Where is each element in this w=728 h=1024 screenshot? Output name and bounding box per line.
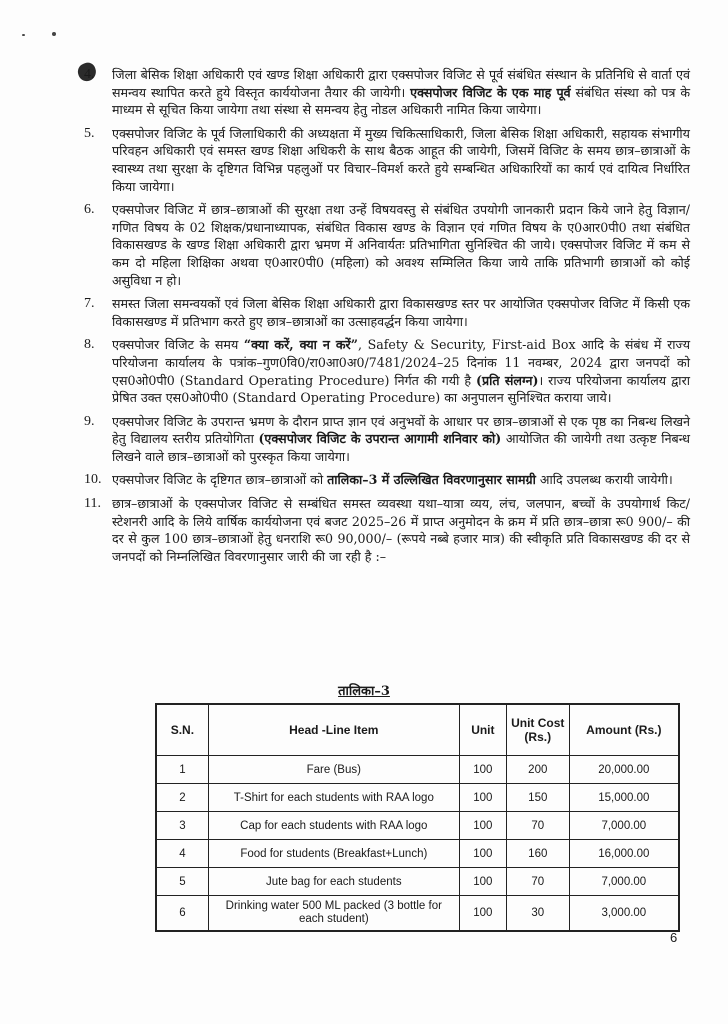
table-cell: T-Shirt for each students with RAA logo: [208, 784, 459, 812]
list-item: [84, 495, 690, 565]
column-header: Head -Line Item: [208, 704, 459, 756]
table-cell: 100: [459, 784, 506, 812]
table-caption: [0, 681, 728, 699]
table-cell: 3,000.00: [569, 896, 679, 932]
item-number: 10.: [84, 472, 102, 488]
table-cell: 100: [459, 868, 506, 896]
table-cell: 100: [459, 812, 506, 840]
item-text: एक्सपोजर विजिट में छात्र–छात्राओं की सुरक्षा तथा उन्हें विषयवस्तु से संबंधित उपयोगी जानकारी प्रदान किये जाने हेतु विज्ञान/गणित विषय के 02 शिक्षक/प्रधानाध्यापक, संबंधित विकास खण्ड के विज्ञान एवं गणित विषय के ए0आर0पी0 तथा संबंधित विकासखण्ड के खण्ड शिक्षा अधिकारी द्वारा भ्रमण में अनिवार्यतः प्रतिभागिता सुनिश्चित की जाये। एक्सपोजर विजिट में कम से कम दो महिला शिक्षिका अथवा ए0आर0पी0 (महिला) को अवश्य सम्मिलित किया जाये ताकि प्रतिभागी छात्राओं को कोई असुविधा न हो।: [112, 202, 690, 288]
table-row: [156, 756, 679, 784]
column-header: S.N.: [156, 704, 208, 756]
table-row: [156, 840, 679, 868]
table-cell: Cap for each students with RAA logo: [208, 812, 459, 840]
table-cell: 30: [506, 896, 569, 932]
table-cell: 4: [156, 840, 208, 868]
item-text: , Safety & Security, First-aid Box आदि के संबंध में राज्य परियोजना कार्यालय के पत्रांक–गुण0वि0/रा0आ0अ0/7481/2024–25 दिनांक 11 नवम्बर, 2024 द्वारा जनपदों को एस0ओ0पी0 (Standard Operating Procedure) निर्गत की गयी है: [112, 337, 690, 388]
table-cell: 100: [459, 896, 506, 932]
table-cell: Drinking water 500 ML packed (3 bottle for each student): [208, 896, 459, 932]
item-number: 4.: [84, 67, 95, 82]
bold-text: (प्रति संलग्न): [475, 372, 539, 388]
table-cell: 100: [459, 840, 506, 868]
item-number: 8.: [84, 337, 95, 353]
table-cell: 100: [459, 756, 506, 784]
bold-text: तालिका–3 में उल्लिखित विवरणानुसार सामग्री: [327, 472, 536, 488]
item-text: छात्र–छात्राओं के एक्सपोजर विजिट से सम्बंधित समस्त व्यवस्था यथा–यात्रा व्यय, लंच, जलपान, बच्चों के उपयोगार्थ किट/स्टेशनरी आदि के लिये वार्षिक कार्ययोजना एवं बजट 2025–26 में प्राप्त अनुमोदन के क्रम में प्रति छात्र–छात्रा रू0 900/– की दर से कुल 100 छात्र–छात्राओं हेतु धनराशि रू0 90,000/– (रूपये नब्बे हजार मात्र) की स्वीकृति प्रति विकासखण्ड की दर से जनपदों को निम्नलिखित विवरणानुसार जारी की जा रही है :–: [112, 496, 690, 564]
table-header-row: [156, 704, 679, 756]
column-header: Unit Cost (Rs.): [506, 704, 569, 756]
scan-speck: [22, 32, 62, 38]
table-cell: 3: [156, 812, 208, 840]
item-text: संबंधित संस्था को पत्र के माध्यम से सूचित किया जायेगा तथा संस्था से समन्वय हेतु नोडल अधिकारी नामित किया जायेगा।: [112, 84, 690, 118]
item-text: एक्सपोजर विजिट के पूर्व जिलाधिकारी की अध्यक्षता में मुख्य चिकित्साधिकारी, जिला बेसिक शिक्षा अधिकारी, सहायक संभागीय परिवहन अधिकारी एवं समस्त खण्ड शिक्षा अधिकरी के साथ बैठक आहूत की जायेगी, जिसमें विजिट के समय छात्र–छात्राओं के स्वास्थ्य तथा सुरक्षा के दृष्टिगत विभिन्न पहलुओं पर विचार–विमर्श करते हुये सम्बन्धित अधिकारियों का कार्य एवं दायित्व निर्धारित किया जायेगा।: [112, 125, 690, 194]
page-number: 6: [670, 930, 678, 945]
table-cell: Jute bag for each students: [208, 868, 459, 896]
item-text: । राज्य परियोजना कार्यालय द्वारा प्रेषित उक्त एस0ओ0पी0 (Standard Operating Procedure) का अनुपालन सुनिश्चित कराया जाये।: [112, 372, 690, 406]
table-cell: 1: [156, 756, 208, 784]
table-cell: 7,000.00: [569, 868, 679, 896]
item-text: जिला बेसिक शिक्षा अधिकारी एवं खण्ड शिक्षा अधिकारी द्वारा एक्सपोजर विजिट से पूर्व संबंधित संस्थान के प्रतिनिधि से वार्ता एवं समन्वय स्थापित करते हुये विस्तृत कार्ययोजना तैयार की जायेगी।: [112, 67, 690, 100]
column-header: Unit: [459, 704, 506, 756]
table-row: [156, 896, 679, 932]
table-caption-text: तालिका–3: [338, 684, 390, 699]
list-item: [84, 201, 690, 289]
item-number: 9.: [84, 413, 95, 429]
item-number: 11.: [84, 496, 101, 512]
list-item: [84, 413, 690, 466]
budget-table: [155, 703, 680, 932]
table-cell: 2: [156, 784, 208, 812]
table-cell: 70: [506, 868, 569, 896]
column-header: Amount (Rs.): [569, 704, 679, 756]
item-text: एक्सपोजर विजिट के समय: [112, 337, 244, 353]
list-item: [84, 66, 690, 119]
item-number: 7.: [84, 296, 95, 312]
list-item: [84, 336, 690, 406]
list-item: [84, 295, 690, 330]
table-cell: 16,000.00: [569, 840, 679, 868]
table-cell: Food for students (Breakfast+Lunch): [208, 840, 459, 868]
item-number: 5.: [84, 125, 95, 141]
numbered-instructions-list: [84, 66, 690, 571]
table-cell: 5: [156, 868, 208, 896]
bold-text: “क्या करें, क्या न करें”: [243, 337, 358, 353]
table-cell: 15,000.00: [569, 784, 679, 812]
item-text: समस्त जिला समन्वयकों एवं जिला बेसिक शिक्षा अधिकारी द्वारा विकासखण्ड स्तर पर आयोजित एक्सपोजर विजिट में किसी एक विकासखण्ड में प्रतिभाग करते हुए छात्र–छात्राओं का उत्साहवर्द्धन किया जायेगा।: [112, 296, 690, 329]
table-row: [156, 812, 679, 840]
item-text: आदि उपलब्ध करायी जायेगी।: [535, 472, 673, 488]
item-text: आयोजित की जायेगी तथा उत्कृष्ट निबन्ध लिखने वाले छात्र–छात्राओं को पुरस्कृत किया जायेगा।: [112, 431, 690, 464]
item-text: एक्सपोजर विजिट के उपरान्त भ्रमण के दौरान प्राप्त ज्ञान एवं अनुभवों के आधार पर छात्र–छात्राओं से एक पृष्ठ का निबन्ध लिखने हेतु विद्यालय स्तरीय प्रतियोगिता: [112, 413, 690, 447]
table-cell: 160: [506, 840, 569, 868]
bold-text: एक्सपोजर विजिट के एक माह पूर्व: [410, 84, 571, 100]
table-cell: 20,000.00: [569, 756, 679, 784]
table-cell: 6: [156, 896, 208, 932]
table-body: [156, 756, 679, 932]
table-cell: 70: [506, 812, 569, 840]
list-item: [84, 471, 690, 489]
table-row: [156, 868, 679, 896]
table-row: [156, 784, 679, 812]
item-text: एक्सपोजर विजिट के दृष्टिगत छात्र–छात्राओं को: [112, 472, 328, 488]
table-cell: Fare (Bus): [208, 756, 459, 784]
bold-text: (एक्सपोजर विजिट के उपरान्त आगामी शनिवार को): [258, 431, 502, 447]
item-number: 6.: [84, 202, 95, 218]
list-item: [84, 125, 690, 195]
table-cell: 150: [506, 784, 569, 812]
table-cell: 200: [506, 756, 569, 784]
table-cell: 7,000.00: [569, 812, 679, 840]
